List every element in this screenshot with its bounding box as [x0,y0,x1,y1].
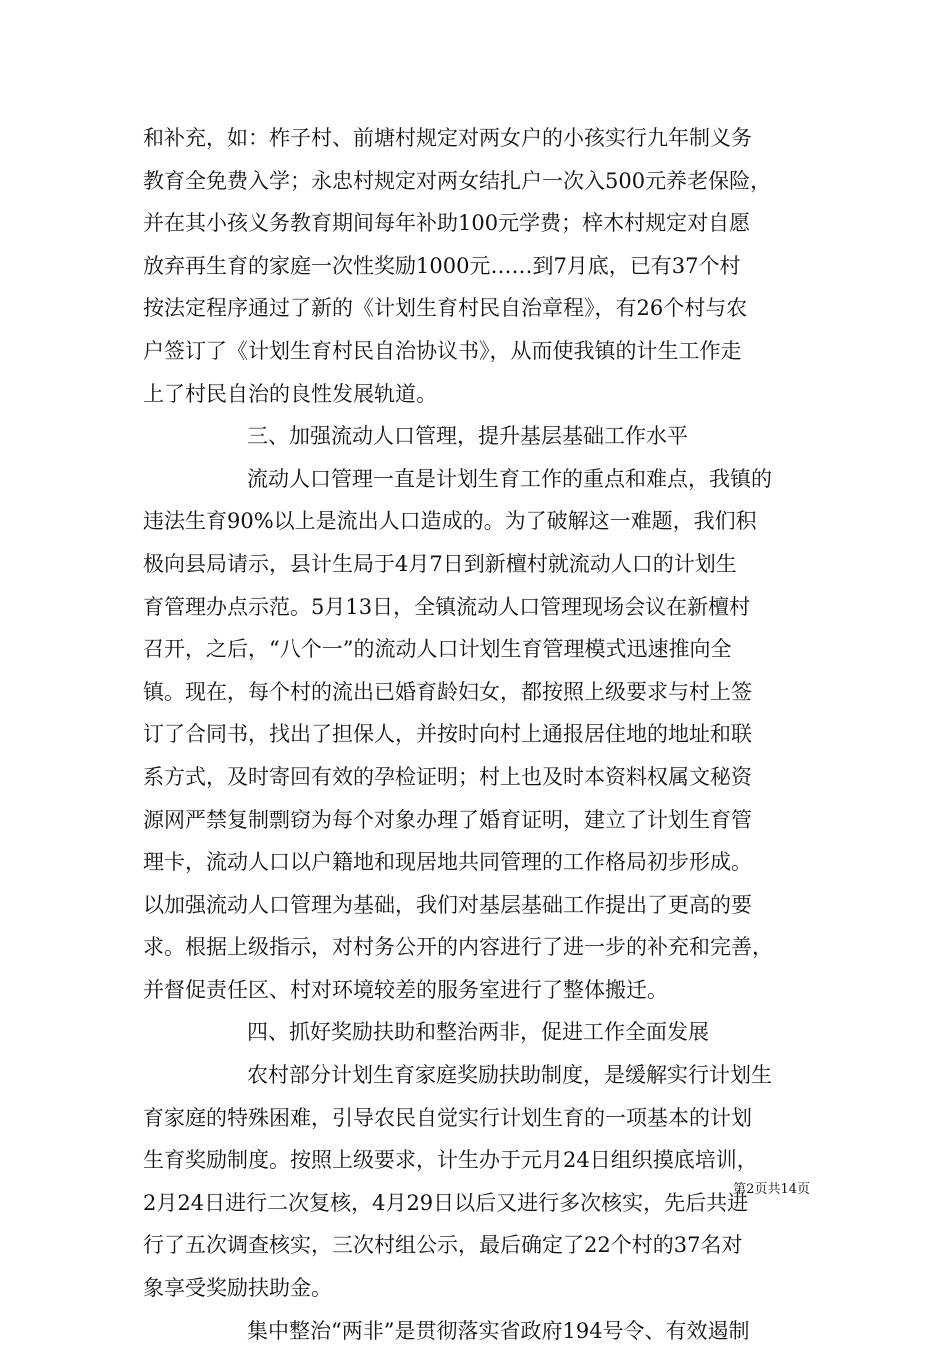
body-text [143,117,811,1352]
page-number: 第2页共14页 [733,1182,810,1197]
paragraph-line: 镇。现在，每个村的流出已婚育龄妇女，都按照上级要求与村上签 [143,679,752,704]
paragraph-line: 系方式，及时寄回有效的孕检证明；村上也及时本资料权属文秘资 [143,764,752,789]
paragraph-line: 育家庭的特殊困难，引导农民自觉实行计划生育的一项基本的计划 [143,1105,752,1130]
paragraph-line: 农村部分计划生育家庭奖励扶助制度，是缓解实行计划生 [247,1063,772,1088]
section-heading: 四、抓好奖励扶助和整治两非，促进工作全面发展 [247,1020,709,1045]
paragraph-line: 求。根据上级指示，对村务公开的内容进行了进一步的补充和完善， [143,935,773,960]
paragraph-line: 并在其小孩义务教育期间每年补助100元学费；梓木村规定对自愿 [143,211,751,236]
paragraph-line: 放弃再生育的家庭一次性奖励1000元……到7月底，已有37个村 [143,253,741,278]
paragraph-line: 和补充，如：柞子村、前塘村规定对两女户的小孩实行九年制义务 [143,126,752,150]
paragraph-line: 以加强流动人口管理为基础，我们对基层基础工作提出了更高的要 [143,892,752,917]
paragraph-line: 理卡，流动人口以户籍地和现居地共同管理的工作格局初步形成。 [143,850,752,875]
paragraph-line: 源网严禁复制剽窃为每个对象办理了婚育证明，建立了计划生育管 [143,807,752,832]
paragraph-line: 流动人口管理一直是计划生育工作的重点和难点，我镇的 [247,466,772,491]
paragraph-line: 户签订了《计划生育村民自治协议书》，从而使我镇的计生工作走 [143,338,742,363]
paragraph-line: 订了合同书，找出了担保人，并按时向村上通报居住地的地址和联 [143,722,752,747]
paragraph-line: 2月24日进行二次复核，4月29日以后又进行多次核实，先后共进 [143,1190,749,1215]
paragraph-line: 行了五次调查核实，三次村组公示，最后确定了22个村的37名对 [143,1233,743,1258]
paragraph-line: 育管理办点示范。5月13日，全镇流动人口管理现场会议在新檀村 [143,594,751,619]
paragraph-line: 教育全免费入学；永忠村规定对两女结扎户一次入500元养老保险， [143,168,772,193]
section-heading: 三、加强流动人口管理，提升基层基础工作水平 [247,424,688,449]
paragraph-line: 生育奖励制度。按照上级要求，计生办于元月24日组织摸底培训， [143,1148,758,1173]
paragraph-line: 集中整治“两非”是贯彻落实省政府194号令、有效遏制 [247,1318,750,1343]
paragraph-line: 象享受奖励扶助金。 [143,1276,332,1301]
paragraph-line: 按法定程序通过了新的《计划生育村民自治章程》，有26个村与农 [143,296,748,321]
paragraph-line: 并督促责任区、村对环境较差的服务室进行了整体搬迁。 [143,977,668,1002]
paragraph-line: 违法生育90%以上是流出人口造成的。为了破解这一难题，我们积 [143,509,757,534]
paragraph-line: 极向县局请示，县计生局于4月7日到新檀村就流动人口的计划生 [143,551,737,576]
paragraph-line: 上了村民自治的良性发展轨道。 [143,381,437,406]
paragraph-line: 召开，之后，“八个一”的流动人口计划生育管理模式迅速推向全 [143,637,732,662]
